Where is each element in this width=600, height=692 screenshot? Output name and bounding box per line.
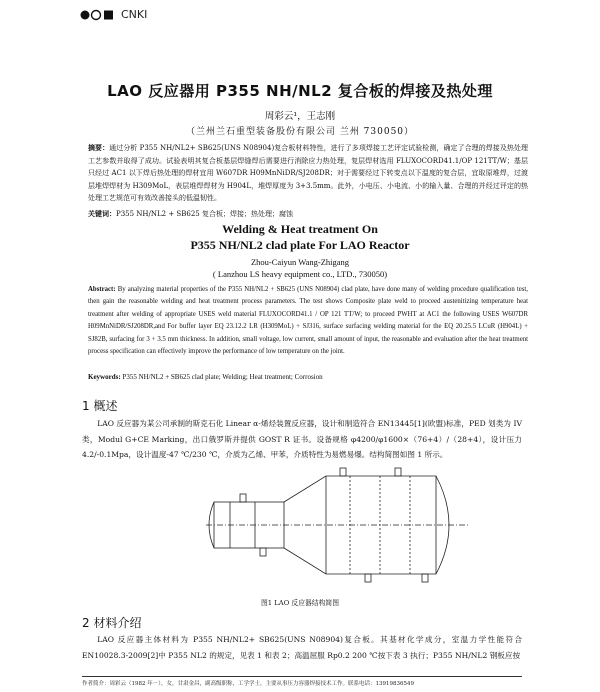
logo-text: CNKI [121,8,148,21]
authors-en: Zhou-Caiyun Wang-Zhigang [250,257,350,267]
authors-cn: 周彩云¹，王志刚 [264,111,336,122]
figure-caption: 图1 LAO 反应器结构简图 [260,599,339,607]
section-2-heading: 2 材料介绍 [82,616,142,630]
paper-title-en-line1: Welding & Heat treatment On [222,222,378,236]
affiliation-cn: （兰州兰石重型装备股份有限公司 兰州 730050） [185,127,415,137]
keywords-text-cn: P355 NH/NL2 + SB625 复合板；焊接；热处理；腐蚀 [116,210,293,218]
journal-logo [80,8,147,21]
abstract-text-en: By analyzing material properties of the P355 NH/NL2 + SB625 (UNS N08904) clad plate, have done many of welding procedure qualification test, then gain the reasonable welding and heat treatment process parameters. The test shows Composite plate weld to proceed austenitizing temperature heat treatment after welding of appropriate USES weld material FLUXOCORD41.1 / OP 121 TT/W; to proceed PWHT at AC1 the following USES W607DR H09MnNiDR/SJ208DR,and For buffer layer EQ 23.12.2 LR (H309MoL) + SJ316, surface surfacing welding material for the EQ 20.25.5 LCuR (H904L) + SJ82B, surfacing for 3 + 3.5 mm thickness. In addition, small voltage, low current, small amount of input, the reasonable and evaluation after the heat treatment process specification can effectively improve the performance of low temperature on the joint. [88,286,528,356]
logo-mark-icon [80,9,118,21]
paper-title-en-line2: P355 NH/NL2 clad plate For LAO Reactor [190,238,410,252]
section-1-text: LAO 反应器为某公司承制的斯克石化 Linear α-烯烃装置反应器，设计和制造符合 EN13445[1](欧盟)标准，PED 划类为 IV类，Modul G+CE Marking，出口俄罗斯并提供 GOST R 证书。设备规格 φ4200/φ1600×（76+4）/（28+4），设计压力 4.2/-0.1Mpa，设计温度-47 ℃/230 ℃，介质为乙烯、甲苯，介质特性为易燃易爆。结构简图如图 1 所示。 [82,419,522,459]
keywords-text-en: P355 NH/NL2 + SB625 clad plate; Welding; Heat treatment; Corrosion [122,373,323,381]
section-1-heading: 1 概述 [82,399,118,413]
footnote-divider [82,676,522,677]
keywords-label-en: Keywords: [88,373,121,381]
keywords-label-cn: 关键词： [88,210,116,218]
abstract-en [88,284,528,358]
abstract-label-en: Abstract: [88,286,116,293]
paper-title-cn: LAO 反应器用 P355 NH/NL2 复合板的焊接及热处理 [107,82,493,100]
keywords-cn [88,208,528,221]
author-footnote: 作者简介：周彩云（1982 年－），女，甘肃金昌，副高级职称，工学学士，主要从事压力容器焊接技术工作。联系电话：13919836549 [82,681,414,687]
reactor-structure-figure [200,462,480,588]
abstract-label-cn: 摘要： [88,144,110,152]
keywords-en [88,373,528,381]
abstract-cn [88,142,528,205]
section-2-text: LAO 反应器主体材料为 P355 NH/NL2+ SB625(UNS N08904)复合板。其基材化学成分，室温力学性能符合 EN10028.3-2009[2]中 P355 NL2 的规定，见表 1 和表 2；高温屈服 Rp0.2 200 ℃按下表 3 执行；P355 NH/NL2 钢板应按 [82,635,522,660]
abstract-text-cn: 通过分析 P355 NH/NL2+ SB625(UNS N08904)复合板材料特性，进行了多项焊接工艺评定试验检测，确定了合理的焊接及热处理工艺参数并取得了成功。试验表明其复合板基层焊缝焊后需要进行消除应力热处理，复层焊材选用 FLUXOCORD41.1/OP 121TT/W；基层只经过 AC1 以下焊后热处理的焊材宜用 W607DR H09MnNiDR/SJ208DR；对于需要经过下转变点以下温度的复合层，宜取原堆焊，过渡层堆焊焊材为 H309MoL，表层堆焊焊材为 H904L，堆焊厚度为 3+3.5mm。此外，小电压、小电流、小的输入量、合理的并经过评定的热处理工艺规范可有效改善接头的低温韧性。 [88,144,528,203]
affiliation-en: ( Lanzhou LS heavy equipment co., LTD., 730050) [212,269,388,279]
